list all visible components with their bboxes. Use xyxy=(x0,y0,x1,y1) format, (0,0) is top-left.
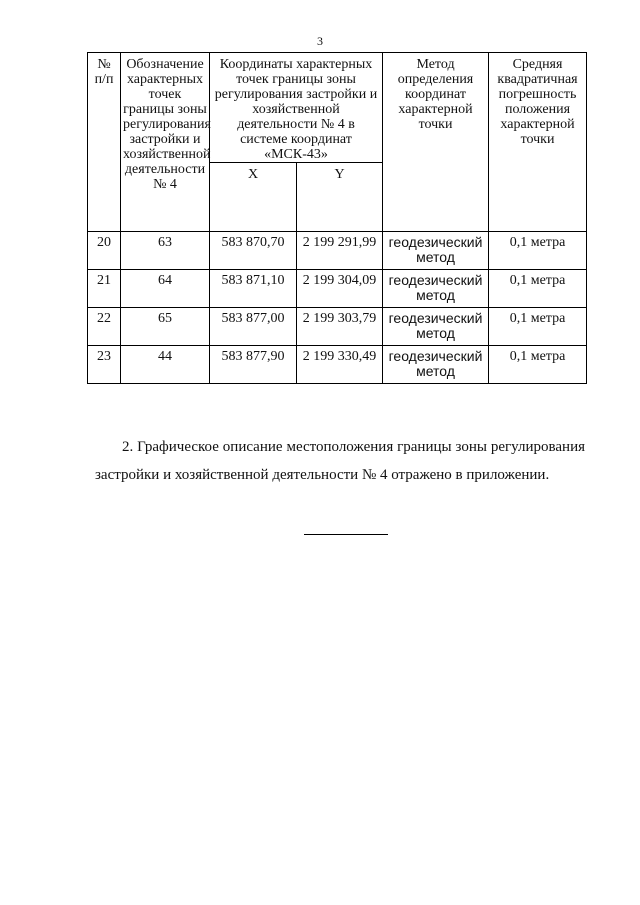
header-method: Метод определения координат характерной точки xyxy=(383,53,489,232)
header-x: X xyxy=(210,163,297,232)
cell-x: 583 870,70 xyxy=(210,232,297,270)
header-y: Y xyxy=(297,163,383,232)
end-separator-line xyxy=(304,534,388,535)
cell-y: 2 199 303,79 xyxy=(297,308,383,346)
cell-x: 583 877,90 xyxy=(210,346,297,384)
cell-y: 2 199 304,09 xyxy=(297,270,383,308)
graphic-description-paragraph: 2. Графическое описание местоположения границы зоны регулирования застройки и хозяйственной деятельности № 4 отражено в приложении. xyxy=(95,439,585,483)
cell-point: 65 xyxy=(121,308,210,346)
cell-num: 23 xyxy=(88,346,121,384)
table-row xyxy=(88,270,587,308)
cell-y: 2 199 330,49 xyxy=(297,346,383,384)
cell-method: геодезический метод xyxy=(383,308,489,346)
table-row xyxy=(88,308,587,346)
cell-error: 0,1 метра xyxy=(489,270,587,308)
cell-x: 583 877,00 xyxy=(210,308,297,346)
table-row xyxy=(88,232,587,270)
cell-error: 0,1 метра xyxy=(489,346,587,384)
cell-method: геодезический метод xyxy=(383,270,489,308)
cell-point: 44 xyxy=(121,346,210,384)
cell-y: 2 199 291,99 xyxy=(297,232,383,270)
cell-error: 0,1 метра xyxy=(489,308,587,346)
cell-num: 22 xyxy=(88,308,121,346)
table-row xyxy=(88,346,587,384)
cell-error: 0,1 метра xyxy=(489,232,587,270)
header-error: Средняя квадратичная погрешность положения характерной точки xyxy=(489,53,587,232)
cell-num: 20 xyxy=(88,232,121,270)
cell-x: 583 871,10 xyxy=(210,270,297,308)
header-point: Обозначение характерных точек границы зоны регулирования застройки и хозяйственной деятельности № 4 xyxy=(121,53,210,232)
cell-point: 64 xyxy=(121,270,210,308)
header-num: № п/п xyxy=(88,53,121,232)
cell-num: 21 xyxy=(88,270,121,308)
cell-method: геодезический метод xyxy=(383,232,489,270)
page-number: 3 xyxy=(317,34,323,48)
coordinates-table xyxy=(87,52,587,384)
header-coordinates: Координаты характерных точек границы зоны регулирования застройки и хозяйственной деятельности № 4 в системе координат «МСК-43» xyxy=(210,53,383,163)
cell-point: 63 xyxy=(121,232,210,270)
cell-method: геодезический метод xyxy=(383,346,489,384)
